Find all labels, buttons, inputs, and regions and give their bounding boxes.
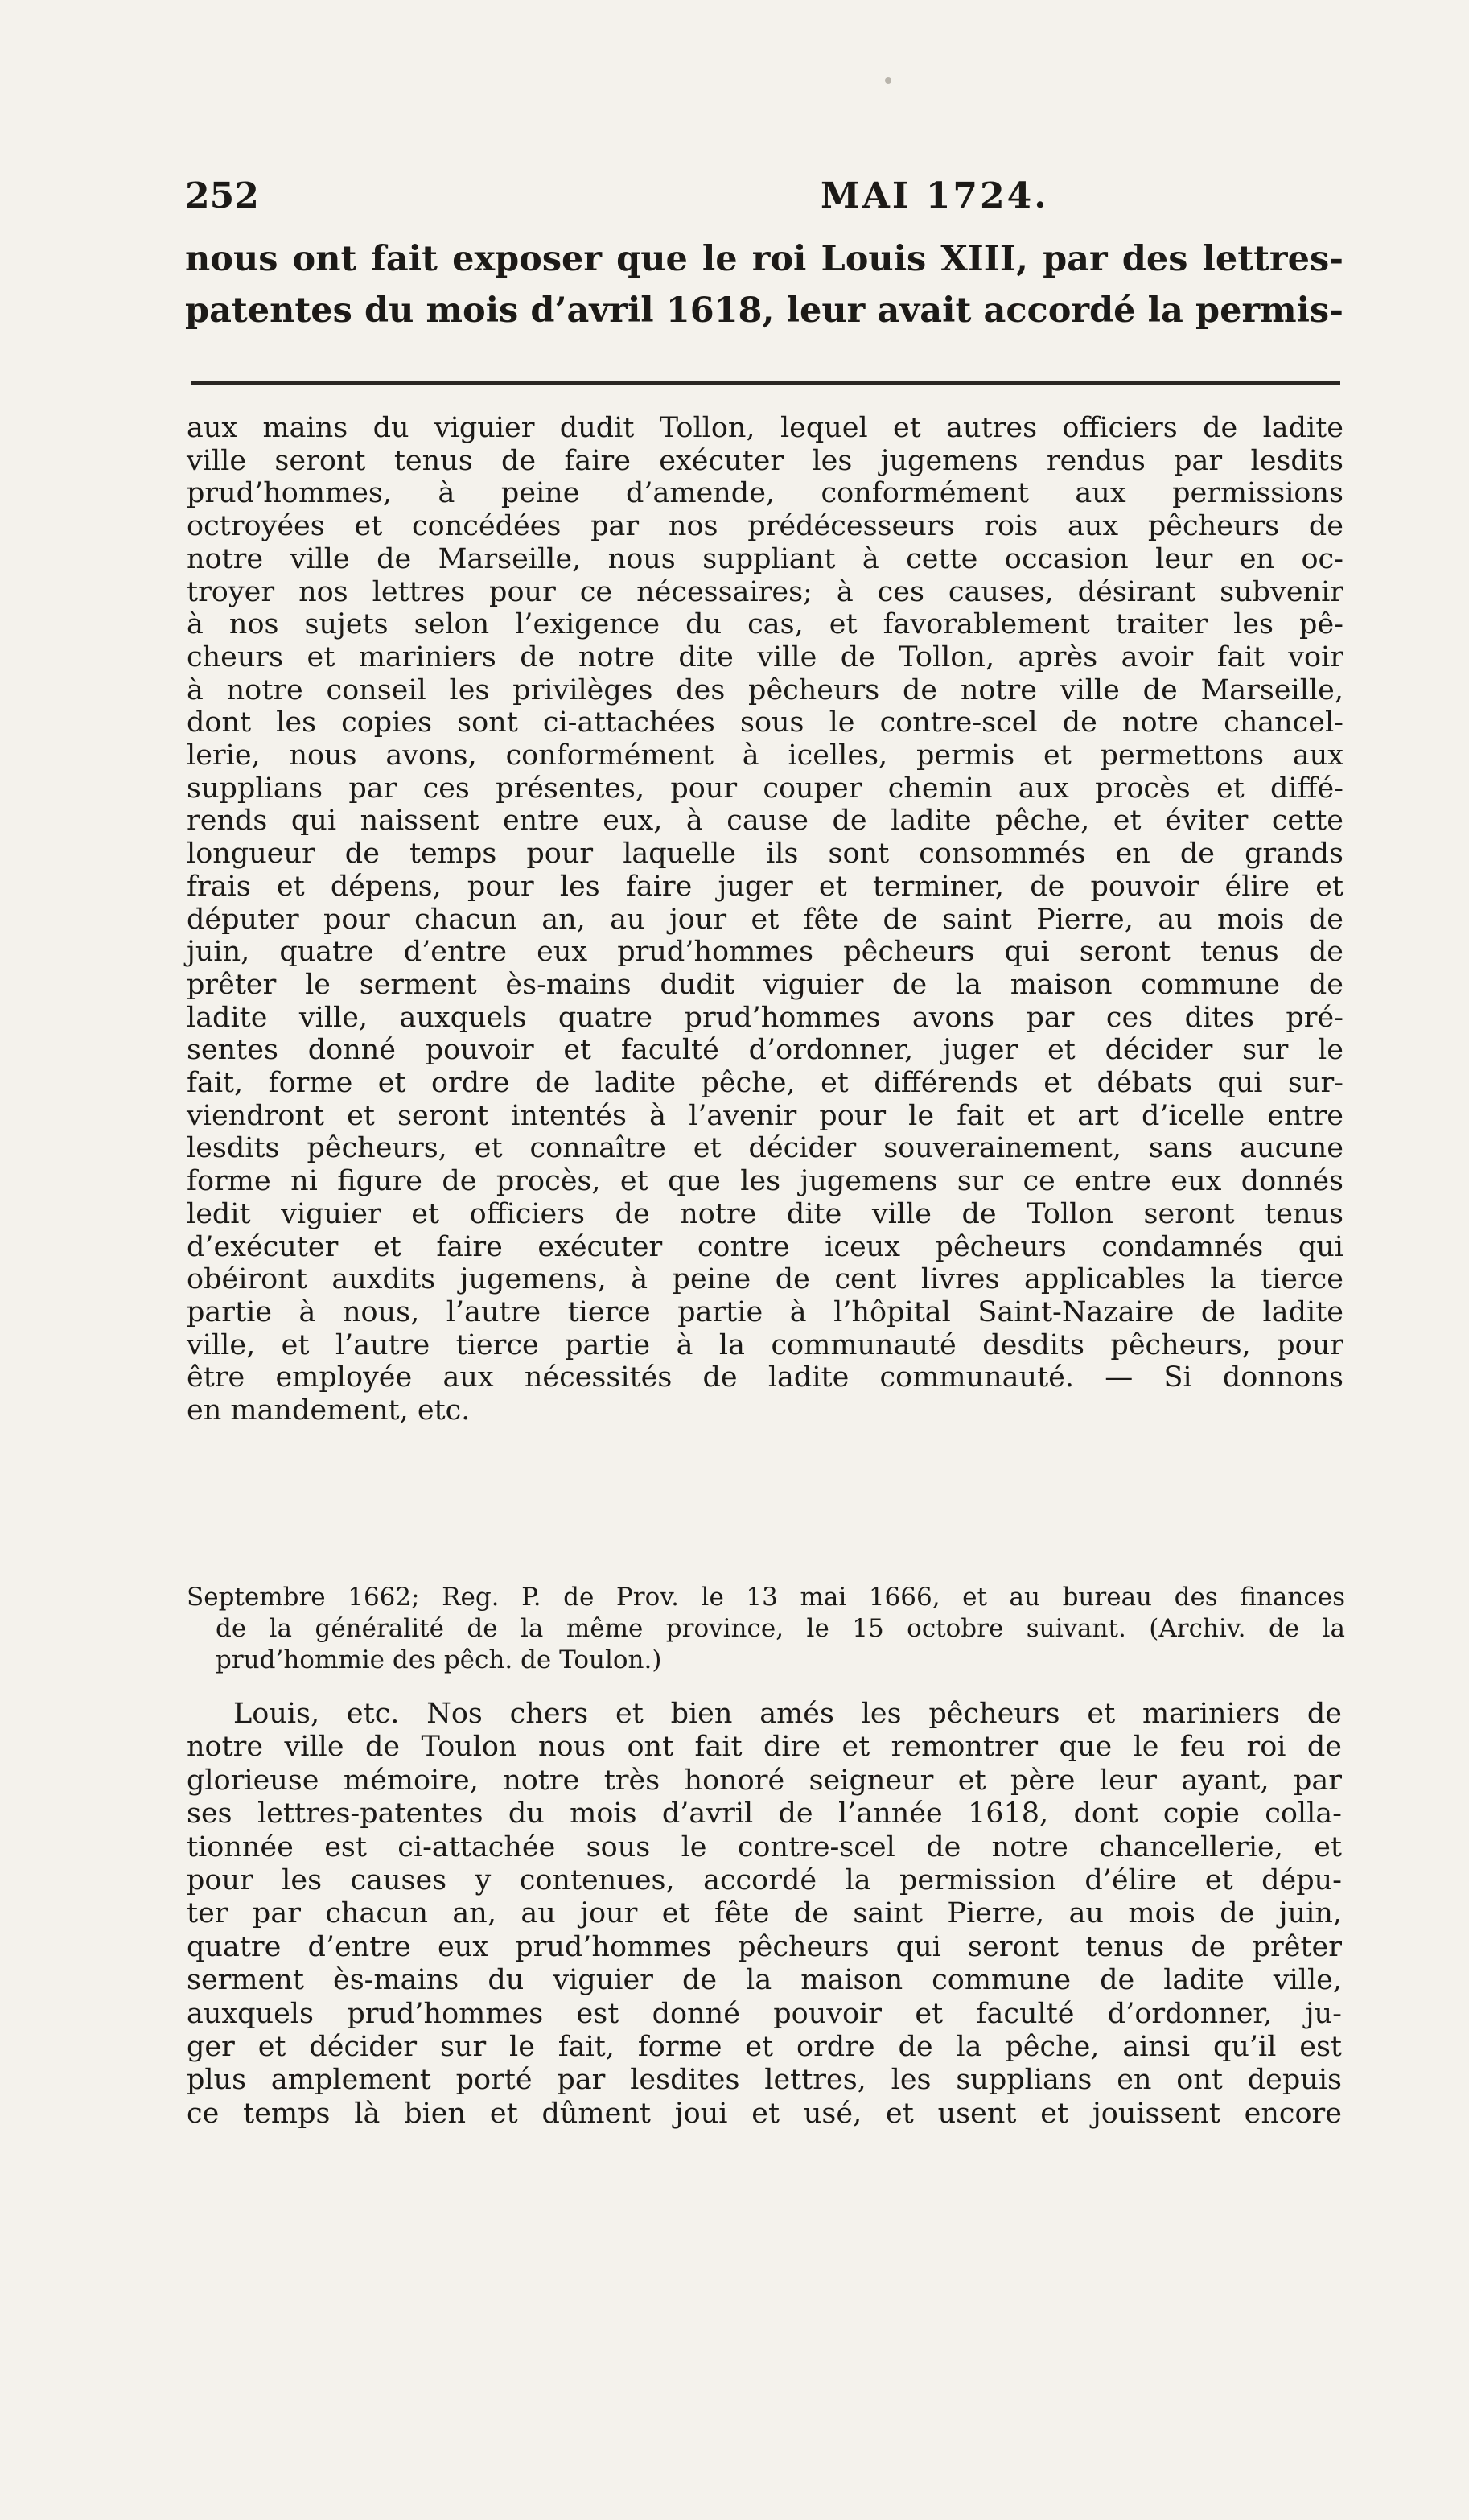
footnote-divider [191,381,1340,385]
text-line: octroyées et concédées par nos prédécesseurs rois aux pêcheurs de [187,510,1343,543]
text-line: ger et décider sur le fait, forme et ordre de la pêche, ainsi qu’il est [187,2031,1342,2064]
text-line: lerie, nous avons, conformément à icelles, permis et permettons aux [187,739,1343,772]
note-line: prud’hommie des pêch. de Toulon.) [216,1645,662,1674]
text-line: quatre d’entre eux prud’hommes pêcheurs qui seront tenus de prêter [187,1930,1342,1963]
note-line: Septembre 1662; Reg. P. de Prov. le 13 mai 1666, et au bureau des finances [187,1583,1345,1612]
text-line: ter par chacun an, au jour et fête de saint Pierre, au mois de juin, [187,1897,1342,1930]
text-line: patentes du mois d’avril 1618, leur avait accordé la permis- [185,290,1343,331]
text-line: ses lettres-patentes du mois d’avril de l’année 1618, dont copie colla- [187,1797,1342,1830]
text-line: glorieuse mémoire, notre très honoré seigneur et père leur ayant, par [187,1764,1342,1797]
text-line: aux mains du viguier dudit Tollon, lequel et autres officiers de ladite [187,412,1343,444]
source-note [187,1582,1345,1676]
text-line: ladite ville, auxquels quatre prud’hommes avons par ces dites pré- [187,1001,1343,1034]
text-line: forme ni figure de procès, et que les jugemens sur ce entre eux donnés [187,1165,1343,1198]
text-line: tionnée est ci-attachée sous le contre-scel de notre chancellerie, et [187,1830,1342,1863]
text-line: sentes donné pouvoir et faculté d’ordonner, juger et décider sur le [187,1034,1343,1067]
text-line: notre ville de Toulon nous ont fait dire et remontrer que le feu roi de [187,1731,1342,1764]
text-line: partie à nous, l’autre tierce partie à l’hôpital Saint-Nazaire de ladite [187,1295,1343,1328]
text-line: ce temps là bien et dûment joui et usé, et usent et jouissent encore [187,2097,1342,2130]
text-line: députer pour chacun an, au jour et fête de saint Pierre, au mois de [187,903,1343,936]
text-line: être employée aux nécessités de ladite communauté. — Si donnons [187,1361,1343,1394]
text-line: nous ont fait exposer que le roi Louis XIII, par des lettres- [185,239,1343,279]
paper-speck [885,77,891,84]
text-line: rends qui naissent entre eux, à cause de ladite pêche, et éviter cette [187,805,1343,838]
text-line: obéiront auxdits jugemens, à peine de cent livres applicables la tierce [187,1263,1343,1296]
text-line: juin, quatre d’entre eux prud’hommes pêcheurs qui seront tenus de [187,936,1343,969]
text-line: en mandement, etc. [187,1394,471,1427]
text-line: Louis, etc. Nos chers et bien amés les pêcheurs et mariniers de [233,1698,1342,1730]
top-paragraph [185,233,1343,336]
decree-text [187,412,1343,1427]
text-line: cheurs et mariniers de notre dite ville de Tollon, après avoir fait voir [187,640,1343,673]
text-line: ledit viguier et officiers de notre dite ville de Tollon seront tenus [187,1197,1343,1230]
letters-text [187,1698,1342,2131]
text-line: prêter le serment ès-mains dudit viguier de la maison commune de [187,968,1343,1001]
note-line: de la généralité de la même province, le 15 octobre suivant. (Archiv. de la [216,1614,1345,1643]
text-line: fait, forme et ordre de ladite pêche, et différends et débats qui sur- [187,1067,1343,1100]
text-line: prud’hommes, à peine d’amende, conformément aux permissions [187,477,1343,510]
text-line: supplians par ces présentes, pour couper chemin aux procès et diffé- [187,772,1343,805]
text-line: serment ès-mains du viguier de la maison commune de ladite ville, [187,1964,1342,1997]
text-line: dont les copies sont ci-attachées sous le contre-scel de notre chancel- [187,706,1343,739]
text-line: à notre conseil les privilèges des pêcheurs de notre ville de Marseille, [187,673,1343,706]
running-head-date: MAI 1724. [821,175,1049,216]
text-line: longueur de temps pour laquelle ils sont consommés en de grands [187,838,1343,871]
text-line: d’exécuter et faire exécuter contre iceux pêcheurs condamnés qui [187,1230,1343,1263]
text-line: viendront et seront intentés à l’avenir pour le fait et art d’icelle entre [187,1099,1343,1132]
text-line: frais et dépens, pour les faire juger et terminer, de pouvoir élire et [187,870,1343,903]
running-head [185,175,1343,224]
text-line: ville, et l’autre tierce partie à la communauté desdits pêcheurs, pour [187,1328,1343,1361]
text-line: à nos sujets selon l’exigence du cas, et favorablement traiter les pê- [187,608,1343,641]
text-line: lesdits pêcheurs, et connaître et décider souverainement, sans aucune [187,1132,1343,1165]
text-line: plus amplement porté par lesdites lettres, les supplians en ont depuis [187,2064,1342,2097]
text-line: notre ville de Marseille, nous suppliant à cette occasion leur en oc- [187,542,1343,575]
text-line: ville seront tenus de faire exécuter les jugemens rendus par lesdits [187,444,1343,477]
text-line: auxquels prud’hommes est donné pouvoir et faculté d’ordonner, ju- [187,1997,1342,2030]
text-line: troyer nos lettres pour ce nécessaires; à ces causes, désirant subvenir [187,575,1343,608]
page-number: 252 [185,175,259,216]
text-line: pour les causes y contenues, accordé la permission d’élire et dépu- [187,1864,1342,1897]
